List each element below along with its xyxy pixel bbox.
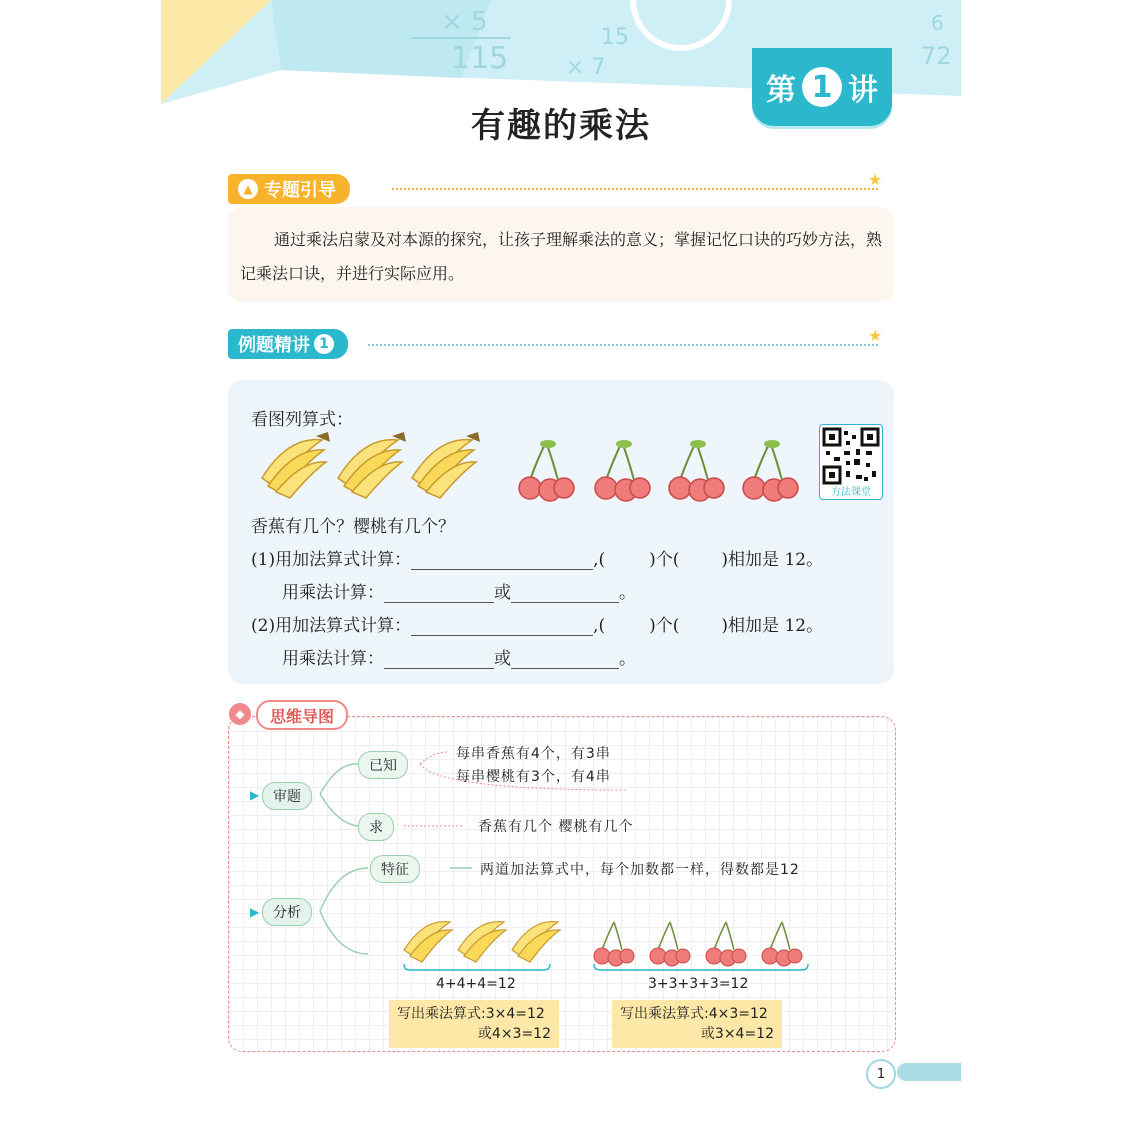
qr-code-label: 方法课堂 (831, 487, 871, 498)
node-yi-zhi: 已知 (358, 751, 408, 779)
triangle-icon: ▶ (250, 788, 260, 802)
example-item-1-multiplication (282, 578, 636, 603)
fruit-illustration (250, 430, 810, 502)
lesson-prefix: 第 (766, 73, 796, 108)
addition-tail: )相加是 12。 (721, 616, 824, 636)
addition-tail: ,( (593, 550, 606, 570)
qiu-text: 香蕉有几个 樱桃有几个 (478, 819, 634, 835)
banana-multiplication-box (389, 1000, 559, 1048)
example-number: 1 (314, 334, 334, 354)
lesson-number: 1 (802, 67, 842, 107)
node-qiu: 求 (358, 813, 394, 841)
cherry-multiplication-box (612, 1000, 782, 1048)
banana-bunch-icon (458, 922, 506, 962)
svg-text:6: 6 (931, 11, 944, 35)
addition-label: (1)用加法算式计算： (251, 550, 412, 570)
star-icon: ★ (868, 170, 883, 189)
period: 。 (619, 583, 636, 603)
te-zheng-text: 两道加法算式中，每个加数都一样，得数都是12 (480, 862, 800, 878)
example-divider (368, 344, 878, 346)
example-pill (228, 329, 348, 359)
topic-intro-text: 通过乘法启蒙及对本源的探究，让孩子理解乘法的意义；掌握记忆口诀的巧妙方法，熟记乘法口诀，并进行实际应用。 (240, 230, 883, 283)
cherry-bunch-icon (762, 922, 802, 966)
known-2: 每串樱桃有3个，有4串 (456, 769, 611, 785)
example-item-1-addition (251, 545, 823, 570)
cherry-bunch-icon (706, 922, 746, 966)
star-icon: ★ (868, 326, 883, 345)
node-te-zheng: 特征 (370, 855, 420, 883)
example-question: 香蕉有几个？樱桃有几个？ (251, 517, 455, 537)
banana-bunch-icon (338, 432, 406, 498)
cherry-bunch-icon (595, 440, 650, 501)
lesson-suffix: 讲 (848, 73, 878, 108)
banana-mult-1: 写出乘法算式:3×4=12 (397, 1006, 545, 1022)
addition-tail: )个( (649, 550, 680, 570)
addition-answer-blank[interactable] (411, 551, 593, 570)
example-header (228, 329, 348, 359)
multiplication-blank[interactable] (511, 584, 619, 603)
example-item-2-multiplication (282, 644, 636, 669)
cherry-mult-2: 或3×4=12 (700, 1026, 774, 1042)
example-item-2-addition (251, 611, 823, 636)
banana-bunch-icon (404, 922, 452, 962)
addition-tail: ,( (593, 616, 606, 636)
qr-code[interactable] (819, 424, 883, 500)
mind-map-heading: 思维导图 (256, 700, 348, 730)
banana-bunch-icon (262, 432, 330, 498)
svg-text:× 5: × 5 (441, 7, 488, 37)
banana-sum: 4+4+4=12 (436, 976, 516, 992)
multiplication-blank[interactable] (384, 584, 494, 603)
svg-text:115: 115 (451, 41, 509, 76)
addition-tail: )相加是 12。 (721, 550, 824, 570)
triangle-icon: ▶ (250, 905, 260, 919)
svg-text:× 7: × 7 (566, 55, 606, 80)
cherry-bunch-icon (594, 922, 634, 966)
multiplication-blank[interactable] (384, 650, 494, 669)
node-fen-xi: 分析 (262, 898, 312, 926)
multiplication-label: 用乘法计算： (282, 649, 384, 669)
addition-answer-blank[interactable] (411, 617, 593, 636)
banana-bunch-icon (412, 432, 480, 498)
banana-bunch-icon (512, 922, 560, 962)
addition-tail: )个( (649, 616, 680, 636)
topic-intro-pill (228, 174, 350, 204)
graduation-cap-icon: ▲ (238, 179, 258, 199)
svg-text:72: 72 (921, 42, 952, 70)
topic-divider (392, 188, 878, 190)
period: 。 (619, 649, 636, 669)
cherry-bunch-icon (669, 440, 724, 501)
topic-intro-header (228, 174, 350, 204)
or-label: 或 (494, 649, 511, 669)
example-heading: 例题精讲 (238, 335, 310, 356)
cherry-sum: 3+3+3+3=12 (648, 976, 749, 992)
banana-mult-2: 或4×3=12 (477, 1026, 551, 1042)
mind-map-fruits (396, 912, 810, 972)
page-number: 1 (866, 1059, 896, 1089)
known-1: 每串香蕉有4个，有3串 (456, 746, 611, 762)
qr-code-icon (822, 427, 880, 485)
page-footer-bar (897, 1063, 961, 1081)
example-prompt: 看图列算式： (251, 410, 353, 430)
svg-text:15: 15 (601, 25, 629, 50)
or-label: 或 (494, 583, 511, 603)
topic-intro-heading: 专题引导 (264, 180, 336, 201)
page-title: 有趣的乘法 (471, 106, 651, 146)
node-shen-ti: 审题 (262, 782, 312, 810)
multiplication-label: 用乘法计算： (282, 583, 384, 603)
cherry-bunch-icon (519, 440, 574, 501)
multiplication-blank[interactable] (511, 650, 619, 669)
cherry-bunch-icon (650, 922, 690, 966)
mind-map-icon: ◆ (229, 703, 251, 725)
cherry-mult-1: 写出乘法算式:4×3=12 (620, 1006, 768, 1022)
addition-label: (2)用加法算式计算： (251, 616, 412, 636)
cherry-bunch-icon (743, 440, 798, 501)
